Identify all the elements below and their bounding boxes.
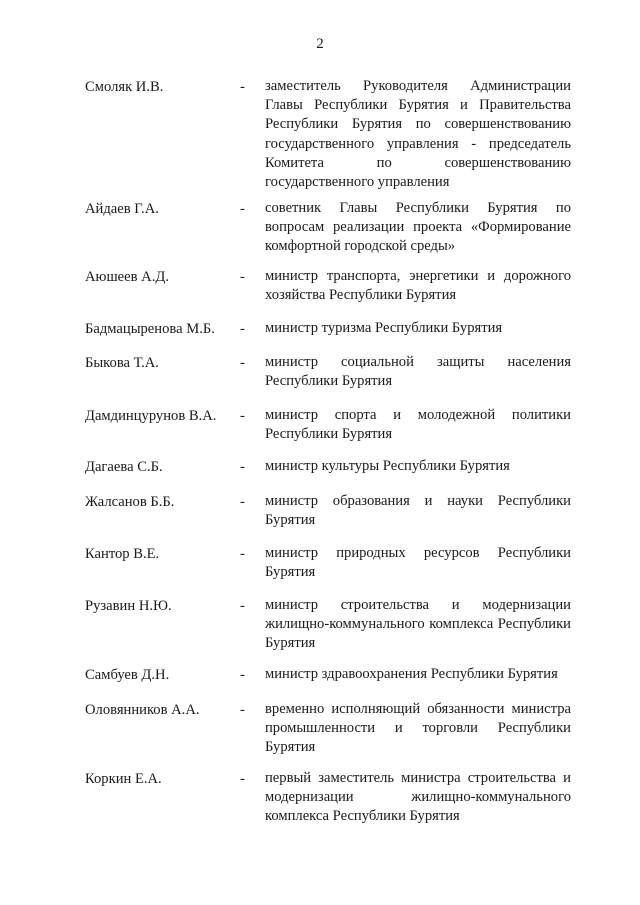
separator-dash: - [240, 667, 245, 683]
separator-dash: - [240, 494, 245, 510]
separator-dash: - [240, 459, 245, 475]
member-name: Быкова Т.А. [85, 355, 159, 371]
separator-dash: - [240, 201, 245, 217]
separator-dash: - [240, 321, 245, 337]
member-name: Коркин Е.А. [85, 771, 162, 787]
member-name: Дамдинцурунов В.А. [85, 408, 217, 424]
separator-dash: - [240, 355, 245, 371]
separator-dash: - [240, 408, 245, 424]
member-position: заместитель Руководителя Администрации Главы Республики Бурятия и Правительства Республики Бурятия по совершенствованию государственного управления - председатель Комитета по совершенствованию государственного управления [265, 78, 571, 191]
member-position: министр здравоохранения Республики Бурятия [265, 666, 558, 682]
member-name: Айдаев Г.А. [85, 201, 159, 217]
separator-dash: - [240, 79, 245, 95]
member-position: министр социальной защиты населения Республики Бурятия [265, 354, 571, 390]
member-position: временно исполняющий обязанности министра промышленности и торговли Республики Бурятия [265, 701, 571, 756]
member-position: министр туризма Республики Бурятия [265, 320, 503, 336]
member-name: Жалсанов Б.Б. [85, 494, 175, 510]
member-name: Рузавин Н.Ю. [85, 598, 172, 614]
separator-dash: - [240, 269, 245, 285]
page-number: 2 [316, 36, 324, 52]
member-position: министр природных ресурсов Республики Бурятия [265, 545, 571, 581]
member-name: Аюшеев А.Д. [85, 269, 169, 285]
member-position: министр культуры Республики Бурятия [265, 458, 510, 474]
separator-dash: - [240, 702, 245, 718]
member-position: советник Главы Республики Бурятия по вопросам реализации проекта «Формирование комфортной городской среды» [265, 200, 571, 255]
member-position: министр образования и науки Республики Бурятия [265, 493, 571, 529]
member-position: первый заместитель министра строительства и модернизации жилищно-коммунального комплекса Республики Бурятия [265, 770, 571, 825]
member-name: Оловянников А.А. [85, 702, 200, 718]
separator-dash: - [240, 598, 245, 614]
separator-dash: - [240, 771, 245, 787]
member-name: Бадмацыренова М.Б. [85, 321, 215, 337]
member-name: Дагаева С.Б. [85, 459, 163, 475]
member-position: министр транспорта, энергетики и дорожного хозяйства Республики Бурятия [265, 268, 571, 304]
separator-dash: - [240, 546, 245, 562]
member-name: Кантор В.Е. [85, 546, 160, 562]
member-name: Смоляк И.В. [85, 79, 164, 95]
member-name: Самбуев Д.Н. [85, 667, 170, 683]
member-position: министр строительства и модернизации жилищно-коммунального комплекса Республики Бурятия [265, 597, 571, 652]
member-position: министр спорта и молодежной политики Республики Бурятия [265, 407, 571, 443]
